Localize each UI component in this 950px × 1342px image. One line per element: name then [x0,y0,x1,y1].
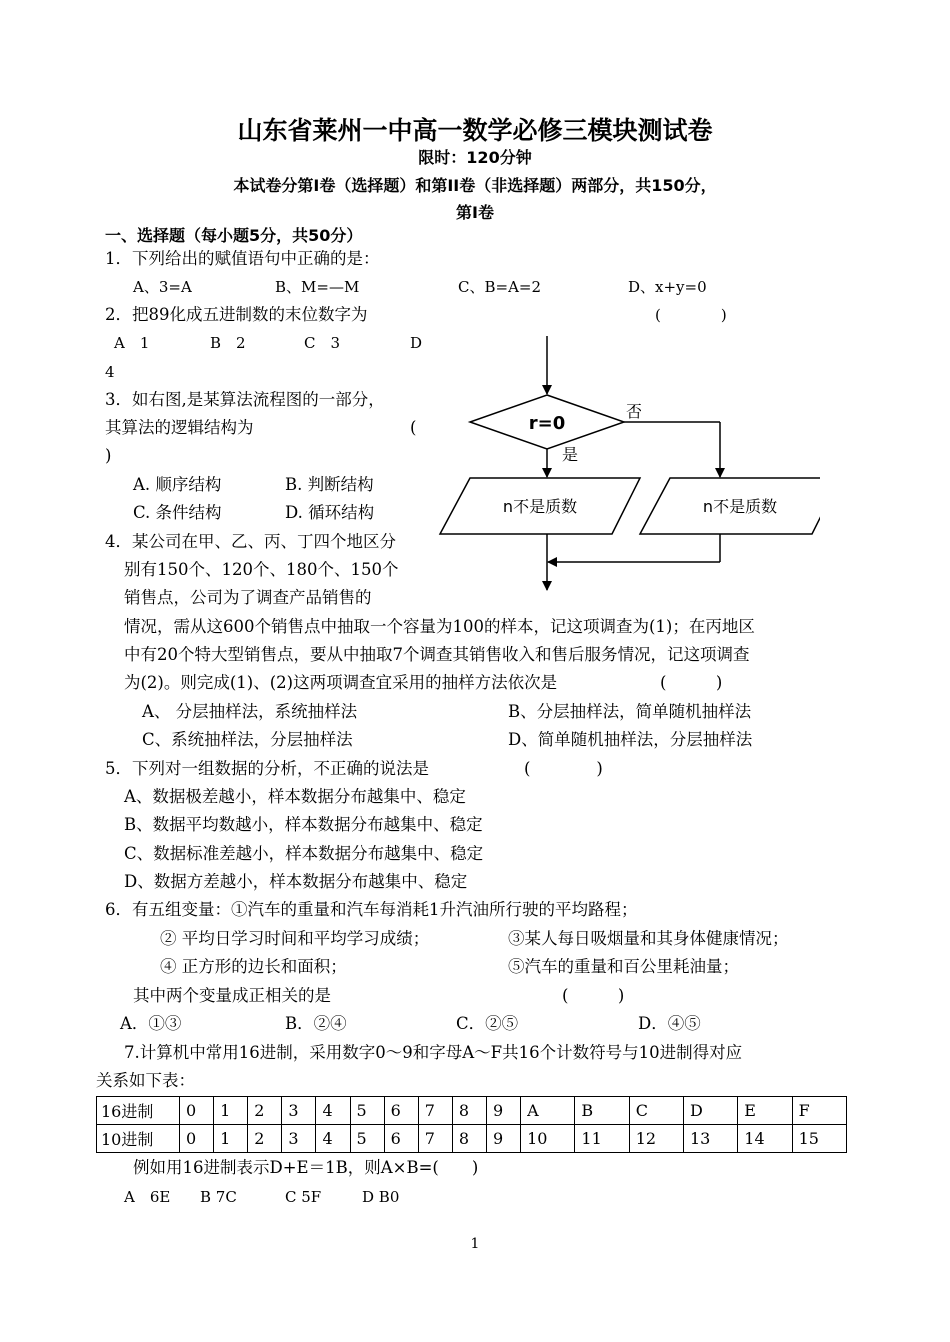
q6-answer-paren: ( ) [562,986,625,1005]
q6-option-b: B．②④ [285,1014,347,1033]
q7-stem-line2: 关系如下表： [96,1071,195,1090]
table-cell: 7 [418,1125,452,1153]
table-cell: 3 [282,1097,316,1125]
q6-item5: ⑤汽车的重量和百公里耗油量； [508,957,739,976]
q6-item4: ④ 正方形的边长和面积； [160,957,347,976]
table-cell: 5 [350,1097,384,1125]
flowchart [430,330,820,600]
table-cell: 7 [418,1097,452,1125]
q4-line4: 情况，需从这600个销售点中抽取一个容量为100的样本，记这项调查为(1)；在丙地区 [124,617,755,636]
table-cell: 3 [282,1125,316,1153]
table-cell: D [683,1097,737,1125]
q6-option-a: A．①③ [120,1014,182,1033]
table-cell: 15 [792,1125,846,1153]
table-row-decimal [97,1125,847,1153]
q3-option-c: C. 条件结构 [133,503,222,522]
q7-option-a: A 6E [124,1188,171,1206]
table-cell: 1 [214,1097,248,1125]
page-title: 山东省莱州一中高一数学必修三模块测试卷 [237,116,713,145]
table-cell: 5 [350,1125,384,1153]
q3-stem-line2: 其算法的逻辑结构为 [105,418,254,437]
q4-answer-paren: ( ) [660,673,723,692]
q4-option-a: A、 分层抽样法，系统抽样法 [142,702,358,721]
q5-option-d: D、数据方差越小，样本数据分布越集中、稳定 [124,872,468,891]
q5-option-b: B、数据平均数越小，样本数据分布越集中、稳定 [124,815,483,834]
section-heading: 一、选择题（每小题5分，共50分） [105,226,363,245]
table-cell: 6 [384,1125,418,1153]
table-cell: 9 [486,1125,520,1153]
q4-line1: 4．某公司在甲、乙、丙、丁四个地区分 [105,532,396,551]
table-cell: 11 [575,1125,629,1153]
q7-option-b: B 7C [200,1188,237,1206]
no-label: 否 [626,402,643,421]
q3-option-a: A. 顺序结构 [133,475,222,494]
q3-paren-open: ( [410,418,417,437]
q3-option-b: B. 判断结构 [285,475,374,494]
left-output-text: n不是质数 [502,497,578,516]
table-row-hex [97,1097,847,1125]
table-cell: 9 [486,1097,520,1125]
table-cell: 8 [452,1097,486,1125]
table-cell: 6 [384,1097,418,1125]
q4-line2: 别有150个、120个、180个、150个 [124,560,399,579]
q7-option-c: C 5F [285,1188,322,1206]
q4-line3: 销售点，公司为了调查产品销售的 [124,588,372,607]
q3-option-d: D. 循环结构 [285,503,375,522]
q3-stem-line1: 3．如右图,是某算法流程图的一部分， [105,390,385,409]
q4-option-c: C、系统抽样法，分层抽样法 [142,730,353,749]
table-cell: 14 [738,1125,792,1153]
q1-option-b: B、M=—M [275,278,360,296]
q2-option-d-value: 4 [105,363,115,381]
table-row-header: 16进制 [97,1097,180,1125]
table-cell: 1 [214,1125,248,1153]
q2-stem: 2．把89化成五进制数的末位数字为 [105,305,368,324]
q7-stem-line1: 7.计算机中常用16进制，采用数字0～9和字母A～F共16个计数符号与10进制得对应 [124,1043,743,1062]
q1-stem: 1．下列给出的赋值语句中正确的是： [105,249,380,268]
table-cell: 13 [683,1125,737,1153]
q4-option-b: B、分层抽样法，简单随机抽样法 [508,702,752,721]
decision-condition: r=0 [528,413,566,434]
q2-option-c: C 3 [304,334,341,352]
q2-answer-paren: ( ) [655,306,727,324]
q2-option-b: B 2 [210,334,246,352]
q2-option-d: D [410,334,423,352]
table-cell: 12 [629,1125,683,1153]
q5-option-c: C、数据标准差越小，样本数据分布越集中、稳定 [124,844,484,863]
table-cell: E [738,1097,792,1125]
right-output-text: n不是质数 [702,497,778,516]
table-cell: C [629,1097,683,1125]
q1-option-d: D、x+y=0 [628,278,707,296]
table-row-header: 10进制 [97,1125,180,1153]
q5-stem: 5．下列对一组数据的分析，不正确的说法是 [105,759,429,778]
table-cell: F [792,1097,846,1125]
q6-option-d: D．④⑤ [638,1014,701,1033]
q5-option-a: A、数据极差越小，样本数据分布越集中、稳定 [124,787,466,806]
q4-line6: 为(2)。则完成(1)、(2)这两项调查宜采用的抽样方法依次是 [124,673,558,692]
q2-option-a: A 1 [114,334,150,352]
table-cell: B [575,1097,629,1125]
q1-option-a: A、3=A [133,278,192,296]
q5-answer-paren: ( ) [524,759,603,778]
q6-stem: 6．有五组变量：①汽车的重量和汽车每消耗1升汽油所行驶的平均路程； [105,900,638,919]
table-cell: 10 [521,1125,575,1153]
table-cell: 2 [248,1097,282,1125]
exam-description: 本试卷分第Ⅰ卷（选择题）和第II卷（非选择题）两部分，共150分， [233,176,717,195]
q3-paren-close: ) [105,446,112,465]
table-cell: 0 [180,1125,214,1153]
table-cell: 8 [452,1125,486,1153]
q4-line5: 中有20个特大型销售点，要从中抽取7个调查其销售收入和售后服务情况，记这项调查 [124,645,750,664]
q6-option-c: C．②⑤ [456,1014,519,1033]
table-cell: 2 [248,1125,282,1153]
table-cell: 4 [316,1125,350,1153]
yes-label: 是 [562,445,579,464]
page-number: 1 [470,1236,480,1252]
q4-option-d: D、简单随机抽样法，分层抽样法 [508,730,753,749]
part-one-heading: 第Ⅰ卷 [456,203,494,222]
table-cell: A [521,1097,575,1125]
q1-option-c: C、B=A=2 [458,278,542,296]
q6-item3: ③某人每日吸烟量和其身体健康情况； [508,929,789,948]
table-cell: 0 [180,1097,214,1125]
table-cell: 4 [316,1097,350,1125]
hex-decimal-table [96,1096,847,1153]
q7-example: 例如用16进制表示D+E＝1B，则A×B=( ) [133,1158,479,1177]
q6-question: 其中两个变量成正相关的是 [133,986,331,1005]
q6-item2: ② 平均日学习时间和平均学习成绩； [160,929,430,948]
time-limit: 限时：120分钟 [418,148,532,167]
q7-option-d: D B0 [362,1188,400,1206]
